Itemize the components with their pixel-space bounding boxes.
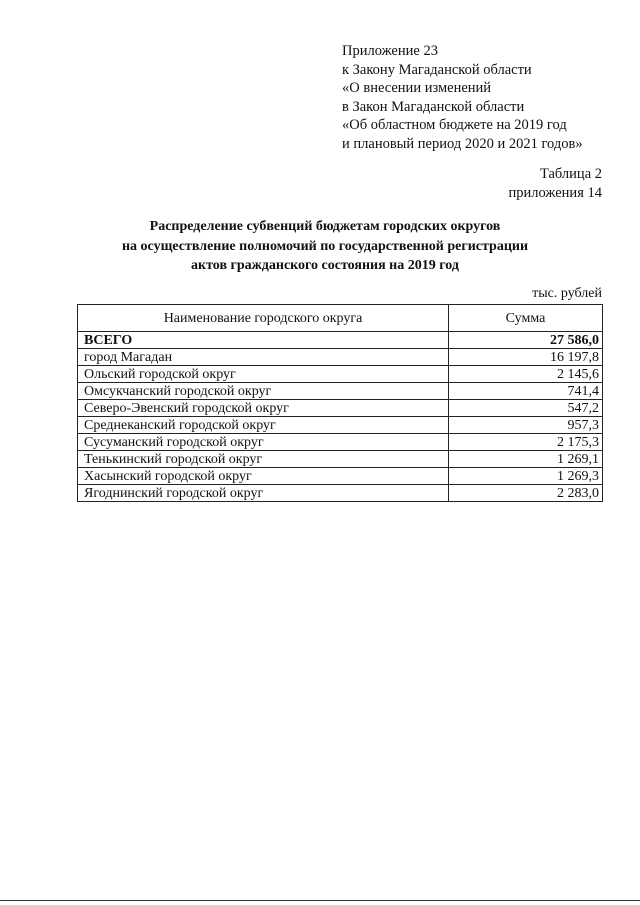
page-bottom-divider bbox=[0, 900, 640, 901]
appendix-number: приложения 14 bbox=[508, 184, 602, 201]
district-sum: 2 145,6 bbox=[449, 366, 603, 383]
appendix-header bbox=[342, 42, 583, 154]
table-row bbox=[78, 468, 603, 485]
distribution-table bbox=[77, 304, 603, 502]
district-sum: 1 269,1 bbox=[449, 451, 603, 468]
district-name: Северо-Эвенский городской округ bbox=[78, 400, 449, 417]
table-row bbox=[78, 400, 603, 417]
document-title bbox=[60, 217, 590, 276]
table-header-row bbox=[78, 305, 603, 332]
table-row bbox=[78, 366, 603, 383]
appendix-line: и плановый период 2020 и 2021 годов» bbox=[342, 135, 583, 152]
district-sum: 2 175,3 bbox=[449, 434, 603, 451]
district-name: Ягоднинский городской округ bbox=[78, 485, 449, 502]
district-sum: 1 269,3 bbox=[449, 468, 603, 485]
table-row bbox=[78, 485, 603, 502]
table-reference bbox=[509, 165, 602, 202]
district-name: Ольский городской округ bbox=[78, 366, 449, 383]
title-line: на осуществление полномочий по государственной регистрации bbox=[121, 238, 529, 254]
header-sum: Сумма bbox=[449, 305, 603, 332]
district-name: город Магадан bbox=[78, 349, 449, 366]
district-name: Среднеканский городской округ bbox=[78, 417, 449, 434]
title-line: Распределение субвенций бюджетам городских округов bbox=[149, 219, 501, 234]
total-value: 27 586,0 bbox=[449, 332, 603, 349]
district-name: Омсукчанский городской округ bbox=[78, 383, 449, 400]
district-name: Хасынский городской округ bbox=[78, 468, 449, 485]
table-row-total bbox=[78, 332, 603, 349]
district-sum: 741,4 bbox=[449, 383, 603, 400]
district-sum: 547,2 bbox=[449, 400, 603, 417]
district-sum: 2 283,0 bbox=[449, 485, 603, 502]
table-row bbox=[78, 417, 603, 434]
title-line: актов гражданского состояния на 2019 год bbox=[191, 258, 459, 273]
table-row bbox=[78, 451, 603, 468]
total-label: ВСЕГО bbox=[78, 332, 449, 349]
district-sum: 16 197,8 bbox=[449, 349, 603, 366]
appendix-line: «О внесении изменений bbox=[342, 80, 492, 97]
header-district-name: Наименование городского округа bbox=[78, 305, 449, 332]
table-number: Таблица 2 bbox=[539, 166, 602, 182]
units-label: тыс. рублей bbox=[532, 286, 602, 301]
table-row bbox=[78, 434, 603, 451]
appendix-line: в Закон Магаданской области bbox=[342, 98, 525, 115]
table-row bbox=[78, 383, 603, 400]
appendix-line: Приложение 23 bbox=[342, 43, 438, 59]
district-name: Сусуманский городской округ bbox=[78, 434, 449, 451]
appendix-line: к Закону Магаданской области bbox=[342, 61, 532, 78]
district-sum: 957,3 bbox=[449, 417, 603, 434]
appendix-line: «Об областном бюджете на 2019 год bbox=[342, 117, 567, 134]
district-name: Тенькинский городской округ bbox=[78, 451, 449, 468]
table-row bbox=[78, 349, 603, 366]
